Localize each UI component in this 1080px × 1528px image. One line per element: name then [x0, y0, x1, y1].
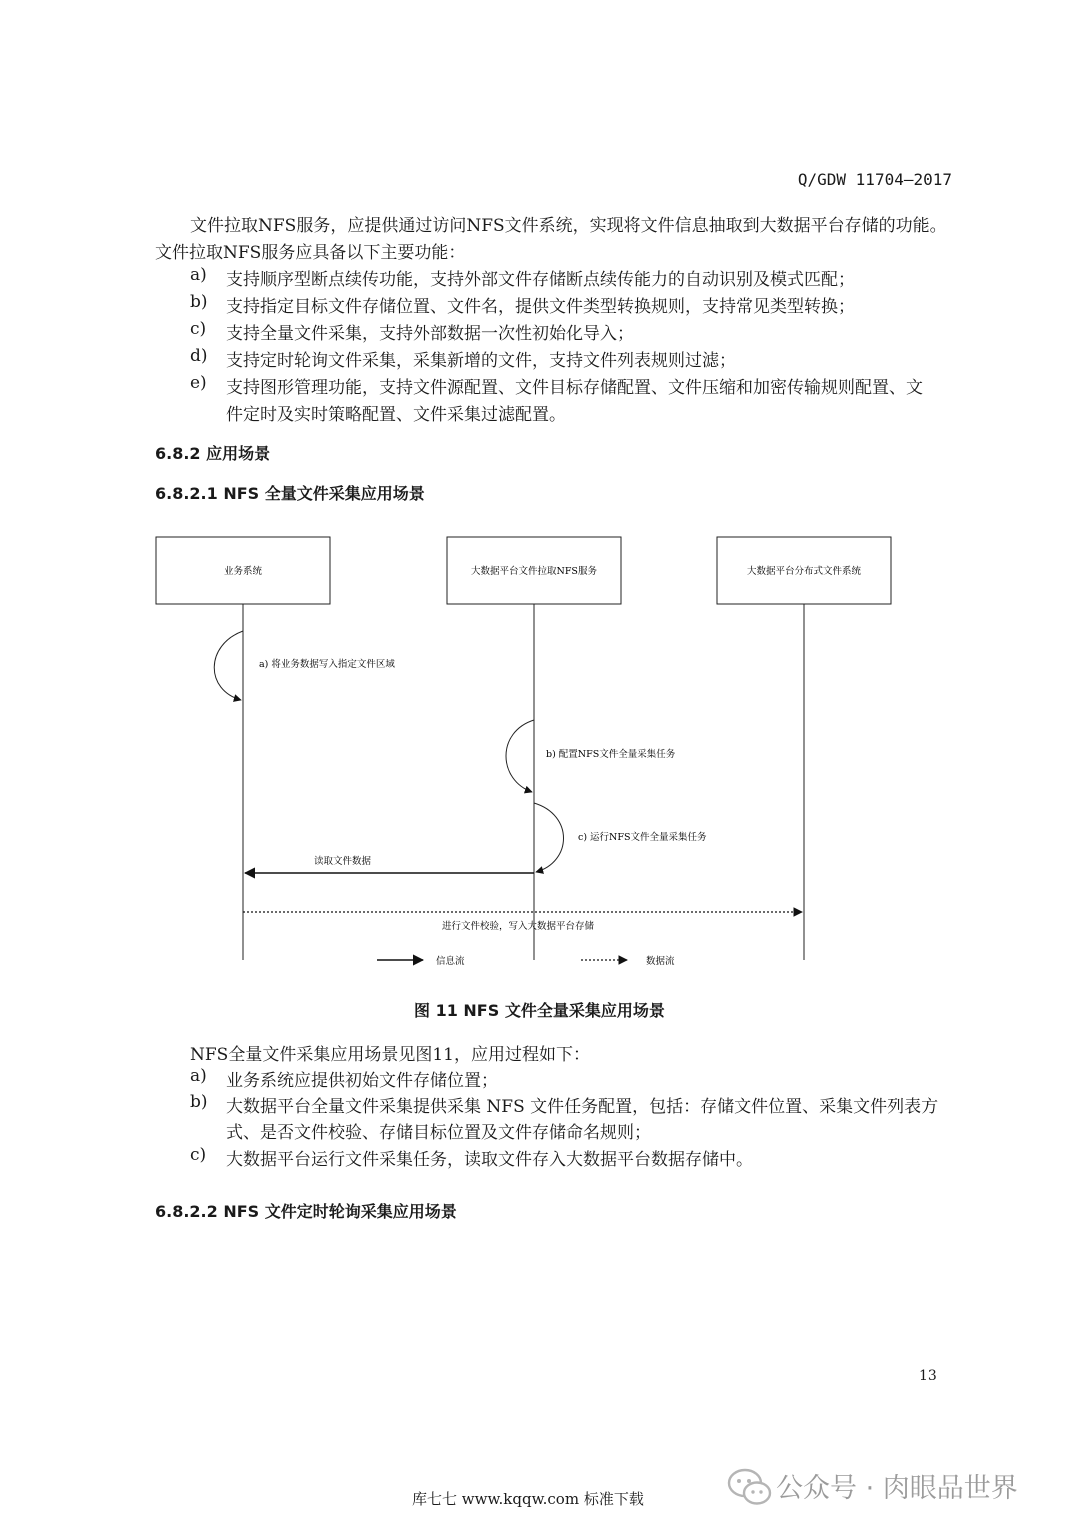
scenario-intro: NFS全量文件采集应用场景见图11，应用过程如下：	[190, 1045, 590, 1065]
function-text-e-2: 件定时及实时策略配置、文件采集过滤配置。	[226, 405, 566, 425]
function-text-e-1: 支持图形管理功能，支持文件源配置、文件目标存储配置、文件压缩和加密传输规则配置、文	[226, 378, 923, 398]
function-label-b: b)	[190, 292, 208, 312]
function-text-a: 支持顺序型断点续传功能，支持外部文件存储断点续传能力的自动识别及模式匹配；	[226, 270, 855, 290]
scenario-text-a: 业务系统应提供初始文件存储位置；	[226, 1071, 498, 1091]
scenario-label-b: b)	[190, 1092, 208, 1112]
function-label-e: e)	[190, 373, 207, 393]
step-a-label: a) 将业务数据写入指定文件区域	[259, 659, 395, 670]
step-c-label: c) 运行NFS文件全量采集任务	[578, 832, 707, 843]
footer-source: 库七七 www.kqqw.com 标准下载	[412, 1490, 644, 1508]
scenario-text-b-1: 大数据平台全量文件采集提供采集 NFS 文件任务配置，包括：存储文件位置、采集文件列表方	[226, 1097, 939, 1117]
section-heading-6-8-2-1: 6.8.2.1 NFS 全量文件采集应用场景	[155, 484, 425, 503]
watermark-text: 公众号 · 肉眼品世界	[776, 1473, 1018, 1504]
section-heading-6-8-2-2: 6.8.2.2 NFS 文件定时轮询采集应用场景	[155, 1202, 457, 1221]
intro-line-2: 文件拉取NFS服务应具备以下主要功能：	[155, 243, 466, 263]
scenario-label-c: c)	[190, 1145, 207, 1165]
read-file-data-label: 读取文件数据	[314, 856, 372, 867]
legend-data-label: 数据流	[646, 956, 675, 967]
scenario-text-b-2: 式、是否文件校验、存储目标位置及文件存储命名规则；	[226, 1123, 651, 1143]
self-loop-step-a	[214, 631, 243, 700]
function-text-d: 支持定时轮询文件采集，采集新增的文件，支持文件列表规则过滤；	[226, 351, 736, 371]
function-text-c: 支持全量文件采集，支持外部数据一次性初始化导入；	[226, 324, 634, 344]
section-heading-6-8-2: 6.8.2 应用场景	[155, 444, 271, 463]
legend-info-label: 信息流	[436, 956, 465, 967]
function-label-d: d)	[190, 346, 208, 366]
self-loop-step-c	[534, 803, 564, 872]
scenario-text-c: 大数据平台运行文件采集任务，读取文件存入大数据平台数据存储中。	[226, 1150, 753, 1170]
function-label-c: c)	[190, 319, 207, 339]
verify-write-label: 进行文件校验，写入大数据平台存储	[442, 921, 595, 932]
page-number: 13	[919, 1368, 937, 1384]
function-label-a: a)	[190, 265, 207, 285]
self-loop-step-b	[506, 720, 534, 792]
function-text-b: 支持指定目标文件存储位置、文件名，提供文件类型转换规则，支持常见类型转换；	[226, 297, 855, 317]
wechat-icon	[727, 1466, 773, 1508]
figure-caption: 图 11 NFS 文件全量采集应用场景	[414, 1001, 665, 1020]
intro-line-1: 文件拉取NFS服务，应提供通过访问NFS文件系统，实现将文件信息抽取到大数据平台存储的功能。	[190, 216, 947, 236]
actor-label-nfs-service: 大数据平台文件拉取NFS服务	[471, 566, 597, 577]
actor-label-distributed-fs: 大数据平台分布式文件系统	[746, 566, 862, 577]
scenario-label-a: a)	[190, 1066, 207, 1086]
actor-label-business-system: 业务系统	[223, 566, 263, 577]
step-b-label: b) 配置NFS文件全量采集任务	[546, 749, 676, 760]
standard-number: Q/GDW 11704—2017	[797, 170, 952, 189]
